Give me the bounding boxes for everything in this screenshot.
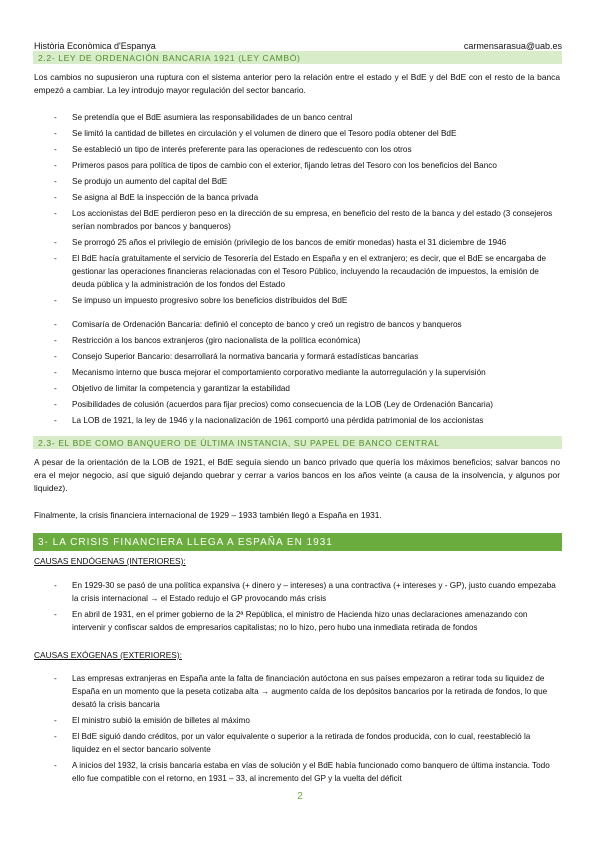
endogenous-causes-list [34,579,560,637]
bullet-dash: - [54,193,57,202]
bullet-dash: - [54,368,57,377]
bullet-dash: - [54,113,57,122]
bullet-dash: - [54,610,57,619]
list-item [34,382,560,395]
bullet-dash: - [54,384,57,393]
endogenous-causes-heading: CAUSAS ENDÓGENAS (INTERIORES): [34,556,186,566]
list-item [34,350,560,363]
list-item [34,714,560,727]
section-2-2-intro: Los cambios no supusieron una ruptura con el sistema anterior pero la relación entre el estado y el BdE y del BdE con el resto de la banca empezó a cambiar. La ley introdujo mayor regulación del sector bancario. [34,72,560,95]
list-item [34,143,560,156]
list-item [34,111,560,124]
list-item [34,366,560,379]
list-item-text: A inicios del 1932, la crisis bancaria estaba en vías de solución y el BdE había funcionado como banquero de última instancia. Todo ello fue compatible con el retorno, en 1931 – 33, al incremento del GP y la vuelta del déficit [72,761,550,783]
list-item-text: Consejo Superior Bancario: desarrollará la normativa bancaria y formará estadísticas bancarias [72,352,419,361]
list-item-text: El ministro subió la emisión de billetes al máximo [72,716,250,725]
bullet-dash: - [54,732,57,741]
section-2-3-paragraph-1: A pesar de la orientación de la LOB de 1921, el BdE seguía siendo un banco privado que quería los máximos beneficios; salvar bancos no era el mejor negocio, así que siguió dejando quebrar y cerrar a varios bancos en los años veinte (a causa de la insolvencia, y algunos por liquidez). [34,457,560,493]
list-item-text: La LOB de 1921, la ley de 1946 y la nacionalización de 1961 comportó una pérdida patrimonial de los accionistas [72,416,484,425]
author-email: carmensarasua@uab.es [463,41,562,51]
bullet-dash: - [54,254,57,263]
list-item [34,236,560,249]
bullet-dash: - [54,161,57,170]
bullet-dash: - [54,320,57,329]
section-2-2-heading [33,51,562,64]
list-item-text: En 1929-30 se pasó de una política expansiva (+ dinero y – intereses) a una contractiva (+ intereses y - GP), justo cuando empezaba la crisis internacional → el Estado redujo el GP provocando más crisis [72,581,556,603]
section-2-2-list-a [34,111,560,310]
section-2-3-title: 2.3- EL BDE COMO BANQUERO DE ÚLTIMA INSTANCIA, SU PAPEL DE BANCO CENTRAL [38,437,440,448]
list-item-text: Las empresas extranjeras en España ante la falta de financiación autóctona en sus países empezaron a retirar toda su liquidez de España en un momento que la peseta cotizaba alta → augmento caída de los depósitos bancarios por la retirada de fondos, lo que desató la crisis bancaria [72,674,548,709]
list-item-text: Se estableció un tipo de interés preferente para las operaciones de redescuento con los otros [72,145,412,154]
bullet-dash: - [54,761,57,770]
list-item-text: Los accionistas del BdE perdieron peso en la dirección de su empresa, en beneficio del resto de la banca y del estado (3 consejeros serían nombrados por bancos y banqueros) [72,209,553,231]
bullet-dash: - [54,716,57,725]
list-item [34,334,560,347]
section-3-heading [33,533,562,551]
section-2-3-heading [33,436,562,449]
list-item-text: Restricción a los bancos extranjeros (giro nacionalista de la política económica) [72,336,361,345]
list-item [34,608,560,634]
list-item-text: Se impuso un impuesto progresivo sobre los beneficios distribuidos del BdE [72,296,348,305]
list-item-text: Se limitó la cantidad de billetes en circulación y el volumen de dinero que el Tesoro podía obtener del BdE [72,129,457,138]
section-3-title: 3- LA CRISIS FINANCIERA LLEGA A ESPAÑA EN 1931 [38,536,333,548]
list-item-text: Primeros pasos para política de tipos de cambio con el exterior, fijando letras del Tesoro con los beneficios del Banco [72,161,497,170]
list-item [34,127,560,140]
bullet-dash: - [54,674,57,683]
list-item-text: Mecanismo interno que busca mejorar el comportamiento corporativo mediante la autorregulación y la supervisión [72,368,486,377]
bullet-dash: - [54,177,57,186]
exogenous-causes-list [34,672,560,788]
course-title: Història Econòmica d'Espanya [34,41,156,51]
bullet-dash: - [54,416,57,425]
list-item [34,318,560,331]
list-item [34,191,560,204]
section-2-2-title: 2.2- LEY DE ORDENACIÓN BANCARIA 1921 (LEY CAMBÓ) [38,52,301,63]
section-2-2-list-b [34,318,560,430]
bullet-dash: - [54,336,57,345]
bullet-dash: - [54,352,57,361]
bullet-dash: - [54,581,57,590]
list-item [34,414,560,427]
exogenous-causes-heading: CAUSAS EXÓGENAS (EXTERIORES): [34,650,182,660]
bullet-dash: - [54,238,57,247]
list-item-text: Comisaría de Ordenación Bancaria: definió el concepto de banco y creó un registro de bancos y banqueros [72,320,462,329]
list-item-text: En abril de 1931, en el primer gobierno de la 2ª República, el ministro de Hacienda hizo unas declaraciones amenazando con intervenir y confiscar saldos de empresarios capitalistas; no lo hizo, pero hubo una inmediata retirada de fondos [72,610,528,632]
list-item [34,175,560,188]
list-item [34,759,560,785]
list-item [34,252,560,291]
list-item-text: Objetivo de limitar la competencia y garantizar la estabilidad [72,384,290,393]
list-item-text: El BdE hacía gratuitamente el servicio de Tesorería del Estado en España y en el extranjero; es decir, que el BdE se encargaba de gestionar las operaciones financieras relacionadas con el Tesoro Público, incluyendo la recaudación de impuestos, la emisión de deuda pública y la administración de los fondos del Estado [72,254,547,289]
page-header [34,41,562,51]
bullet-dash: - [54,145,57,154]
bullet-dash: - [54,209,57,218]
section-2-3-paragraph-2: Finalmente, la crisis financiera internacional de 1929 – 1933 también llegó a España en 1931. [34,510,382,520]
list-item [34,672,560,711]
bullet-dash: - [54,296,57,305]
list-item-text: El BdE siguió dando créditos, por un valor equivalente o superior a la retirada de fondos producida, con lo cual, reestableció la liquidez en el sector bancario solvente [72,732,531,754]
list-item [34,207,560,233]
list-item-text: Se pretendía que el BdE asumiera las responsabilidades de un banco central [72,113,353,122]
list-item [34,579,560,605]
list-item [34,398,560,411]
bullet-dash: - [54,129,57,138]
list-item-text: Se prorrogó 25 años el privilegio de emisión (privilegio de los bancos de emitir monedas) hasta el 31 diciembre de 1946 [72,238,507,247]
list-item [34,730,560,756]
page-number: 2 [297,791,303,802]
list-item [34,159,560,172]
list-item-text: Se produjo un aumento del capital del BdE [72,177,228,186]
bullet-dash: - [54,400,57,409]
list-item-text: Se asigna al BdE la inspección de la banca privada [72,193,259,202]
list-item-text: Posibilidades de colusión (acuerdos para fijar precios) como consecuencia de la LOB (Ley de Ordenación Bancaria) [72,400,493,409]
list-item [34,294,560,307]
